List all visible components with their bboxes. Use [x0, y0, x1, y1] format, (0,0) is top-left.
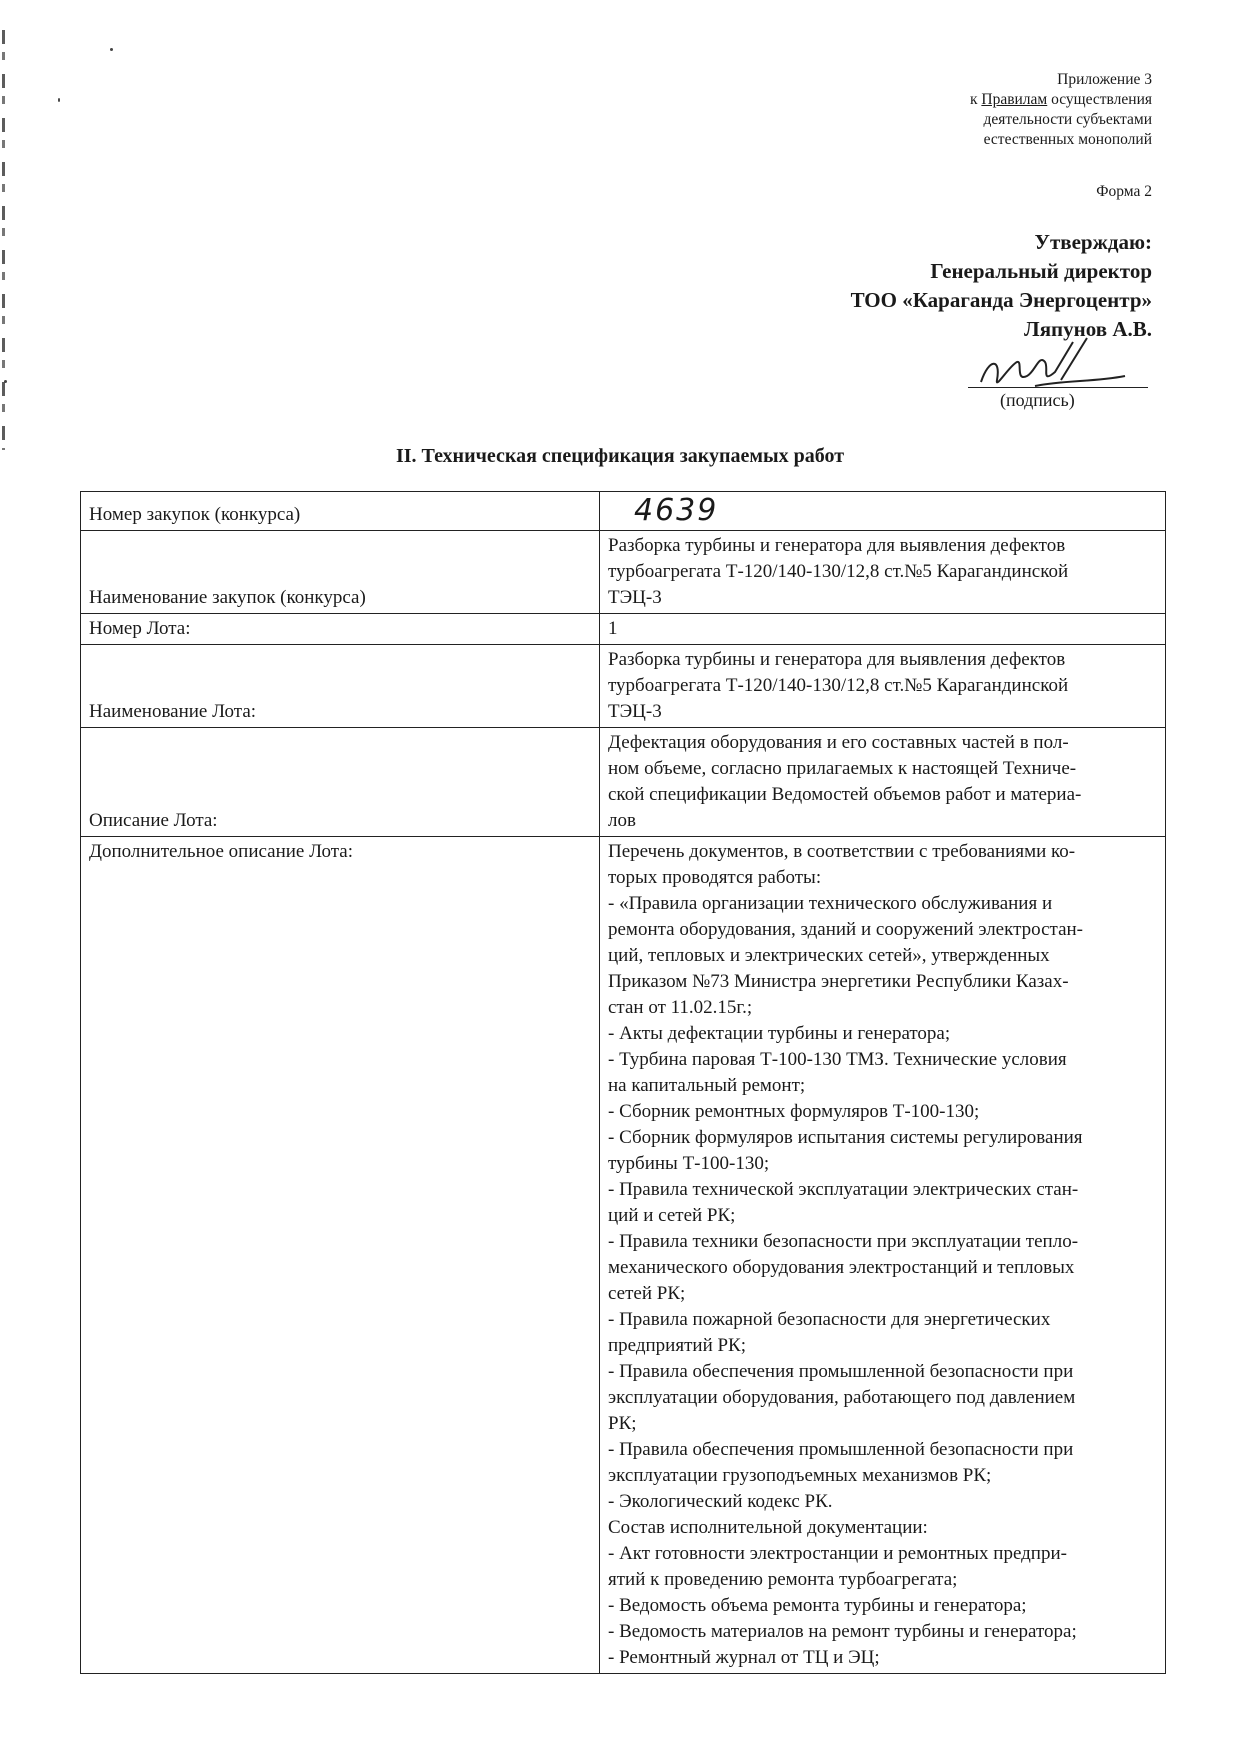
- text-line: - «Правила организации технического обслуживания и: [608, 893, 1053, 914]
- text-line: лов: [608, 810, 636, 831]
- specification-table: [80, 491, 1166, 1674]
- text-line: - Правила обеспечения промышленной безопасности при: [608, 1439, 1074, 1460]
- text-line: ТЭЦ-3: [608, 701, 662, 722]
- text-line: Состав исполнительной документации:: [608, 1517, 928, 1538]
- text-line: турбоагрегата Т-120/140-130/12,8 ст.№5 Карагандинской: [608, 561, 1069, 582]
- row-label: Наименование Лота:: [81, 645, 600, 728]
- table-row: [81, 531, 1166, 614]
- text-line: ской спецификации Ведомостей объемов работ и материа-: [608, 784, 1082, 805]
- approval-heading: Утверждаю:: [1034, 230, 1152, 254]
- lot-number: 1: [600, 614, 1166, 645]
- text-line: турбины Т-100-130;: [608, 1153, 770, 1174]
- text-line: ятий к проведению ремонта турбоагрегата;: [608, 1569, 958, 1590]
- text-line: торых проводятся работы:: [608, 867, 822, 888]
- scan-speck: [110, 48, 113, 51]
- signature-line: [968, 387, 1148, 388]
- text-line: - Экологический кодекс РК.: [608, 1491, 833, 1512]
- scan-edge-artifact: [2, 30, 5, 450]
- appendix-line: Приложение 3: [1057, 71, 1152, 88]
- text-line: ций, тепловых и электрических сетей», утвержденных: [608, 945, 1050, 966]
- text-line: - Сборник ремонтных формуляров Т-100-130;: [608, 1101, 980, 1122]
- text-line: стан от 11.02.15г.;: [608, 997, 753, 1018]
- table-row: [81, 492, 1166, 531]
- text-line: - Сборник формуляров испытания системы регулирования: [608, 1127, 1083, 1148]
- row-label: Наименование закупок (конкурса): [81, 531, 600, 614]
- signature-caption: (подпись): [1000, 390, 1075, 410]
- form-number: Форма 2: [1096, 183, 1152, 200]
- text-line: сетей РК;: [608, 1283, 686, 1304]
- text-line: - Акты дефектации турбины и генератора;: [608, 1023, 951, 1044]
- text-line: Приказом №73 Министра энергетики Республики Казах-: [608, 971, 1069, 992]
- approval-block: [732, 228, 1152, 344]
- text-line: - Правила обеспечения промышленной безопасности при: [608, 1361, 1074, 1382]
- approver-company: ТОО «Караганда Энергоцентр»: [850, 288, 1152, 312]
- text-line: - Акт готовности электростанции и ремонтных предпри-: [608, 1543, 1067, 1564]
- row-label: Номер Лота:: [81, 614, 600, 645]
- table-row: [81, 837, 1166, 1674]
- approver-name: Ляпунов А.В.: [1024, 317, 1152, 341]
- row-label: Дополнительное описание Лота:: [81, 837, 600, 1674]
- table-row: [81, 645, 1166, 728]
- text-line: - Ремонтный журнал от ТЦ и ЭЦ;: [608, 1647, 880, 1668]
- appendix-reference: [832, 70, 1152, 150]
- procurement-number-cell: [600, 492, 1166, 531]
- row-label: Номер закупок (конкурса): [81, 492, 600, 531]
- text-line: предприятий РК;: [608, 1335, 747, 1356]
- rules-link[interactable]: Правилам: [981, 91, 1048, 108]
- text-line: ремонта оборудования, зданий и сооружений электростан-: [608, 919, 1083, 940]
- text-line: - Правила пожарной безопасности для энергетических: [608, 1309, 1051, 1330]
- text-line: ТЭЦ-3: [608, 587, 662, 608]
- text-line: Разборка турбины и генератора для выявления дефектов: [608, 535, 1066, 556]
- text-line: Перечень документов, в соответствии с требованиями ко-: [608, 841, 1076, 862]
- text-line: механического оборудования электростанций и тепловых: [608, 1257, 1075, 1278]
- table-row: [81, 614, 1166, 645]
- text-line: эксплуатации оборудования, работающего под давлением: [608, 1387, 1076, 1408]
- text-line: ций и сетей РК;: [608, 1205, 736, 1226]
- table-row: [81, 728, 1166, 837]
- scan-speck: [4, 380, 7, 383]
- text-line: - Правила техники безопасности при эксплуатации тепло-: [608, 1231, 1079, 1252]
- text-line: РК;: [608, 1413, 637, 1434]
- text-line: - Ведомость материалов на ремонт турбины и генератора;: [608, 1621, 1077, 1642]
- text-line: эксплуатации грузоподъемных механизмов РК;: [608, 1465, 992, 1486]
- text-line: - Правила технической эксплуатации электрических стан-: [608, 1179, 1079, 1200]
- lot-description: [600, 728, 1166, 837]
- text-line: турбоагрегата Т-120/140-130/12,8 ст.№5 Карагандинской: [608, 675, 1069, 696]
- scan-speck: [58, 98, 60, 102]
- text-line: ном объеме, согласно прилагаемых к настоящей Техниче-: [608, 758, 1077, 779]
- row-label: Описание Лота:: [81, 728, 600, 837]
- lot-name: [600, 645, 1166, 728]
- appendix-prefix: к: [969, 91, 982, 108]
- procurement-number: 4639: [634, 493, 719, 528]
- text-line: Дефектация оборудования и его составных частей в пол-: [608, 732, 1069, 753]
- document-title: II. Техническая спецификация закупаемых работ: [395, 445, 845, 467]
- lot-additional-description: [600, 837, 1166, 1674]
- approver-position: Генеральный директор: [930, 259, 1152, 283]
- text-line: Разборка турбины и генератора для выявления дефектов: [608, 649, 1066, 670]
- text-line: - Ведомость объема ремонта турбины и генератора;: [608, 1595, 1027, 1616]
- appendix-line: [832, 90, 1152, 110]
- procurement-name: [600, 531, 1166, 614]
- appendix-line: деятельности субъектами: [983, 111, 1152, 128]
- text-line: на капитальный ремонт;: [608, 1075, 806, 1096]
- text-line: - Турбина паровая Т-100-130 ТМЗ. Технические условия: [608, 1049, 1067, 1070]
- appendix-line: естественных монополий: [983, 131, 1152, 148]
- appendix-suffix: осуществления: [1047, 91, 1152, 108]
